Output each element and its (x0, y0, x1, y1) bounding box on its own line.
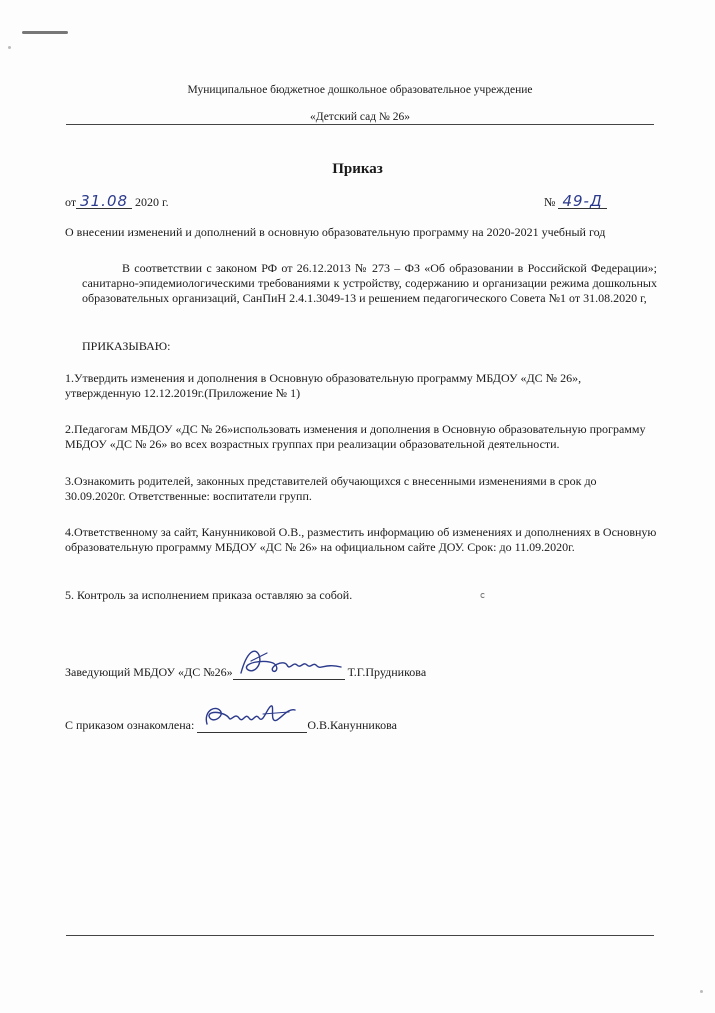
scan-speck (8, 46, 11, 49)
date-prefix: от (65, 195, 77, 209)
order-item: 1.Утвердить изменения и дополнения в Основную образовательную программу МБДОУ «ДС № 26», утвержденную 12.12.2019г.(Приложение № 1) (65, 371, 582, 400)
head-signature (233, 645, 345, 680)
head-name: Т.Г.Прудникова (347, 665, 427, 679)
order-keyword: ПРИКАЗЫВАЮ: (82, 339, 171, 353)
order-preamble: В соответствии с законом РФ от 26.12.2013 № 273 – ФЗ «Об образовании в Российской Федерации»; санитарно-эпидемиологическими требованиями к устройству, содержанию и организации режима дошкольных образовательных организаций, СанПиН 2.4.1.3049-13 и решением педагогического Совета №1 от 31.08.2020 г, (82, 261, 657, 305)
order-item: 2.Педагогам МБДОУ «ДС № 26»использовать изменения и дополнения в Основную образовательную программу МБДОУ «ДС № 26» во всех возрастных группах при реализации образовательной деятельности. (65, 422, 646, 451)
order-subject: О внесении изменений и дополнений в основную образовательную программу на 2020-2021 учебный год (65, 225, 606, 239)
signature-icon (197, 700, 307, 732)
scan-mark (22, 31, 68, 34)
order-item: 4.Ответственному за сайт, Канунниковой О.В., разместить информацию об изменениях и дополнениях в Основную образовательную программу МБДОУ «ДС № 26» на официальном сайте ДОУ. Срок: до 11.09.2020г. (65, 525, 657, 554)
scan-speck (700, 990, 703, 993)
order-item: 3.Ознакомить родителей, законных представителей обучающихся с внесенными изменениями в срок до 30.09.2020г. Ответственные: воспитатели групп. (65, 474, 597, 503)
head-signature-line (65, 645, 426, 680)
date-suffix: 2020 г. (135, 195, 169, 209)
number-prefix: № (544, 195, 556, 209)
acknowledgement-signature (197, 700, 307, 733)
footer-divider (66, 935, 654, 936)
acknowledgement-name: О.В.Канунникова (307, 718, 397, 732)
handwritten-date: 31.08 (76, 195, 132, 209)
organization-short-name: «Детский сад № 26» (309, 111, 411, 123)
acknowledgement-label: С приказом ознакомлена: (65, 718, 195, 732)
head-role: Заведующий МБДОУ «ДС №26» (65, 665, 233, 679)
document-title: Приказ (332, 161, 383, 177)
acknowledgement-line (65, 700, 397, 733)
order-item: 5. Контроль за исполнением приказа оставляю за собой. (65, 588, 353, 602)
header-divider (66, 124, 654, 125)
order-date (65, 192, 169, 210)
signature-icon (233, 645, 345, 679)
handwritten-number: 49-Д (558, 195, 606, 209)
scan-speck: ⅽ (480, 590, 485, 600)
order-number (544, 192, 607, 210)
organization-name: Муниципальное бюджетное дошкольное образовательное учреждение (187, 84, 533, 96)
